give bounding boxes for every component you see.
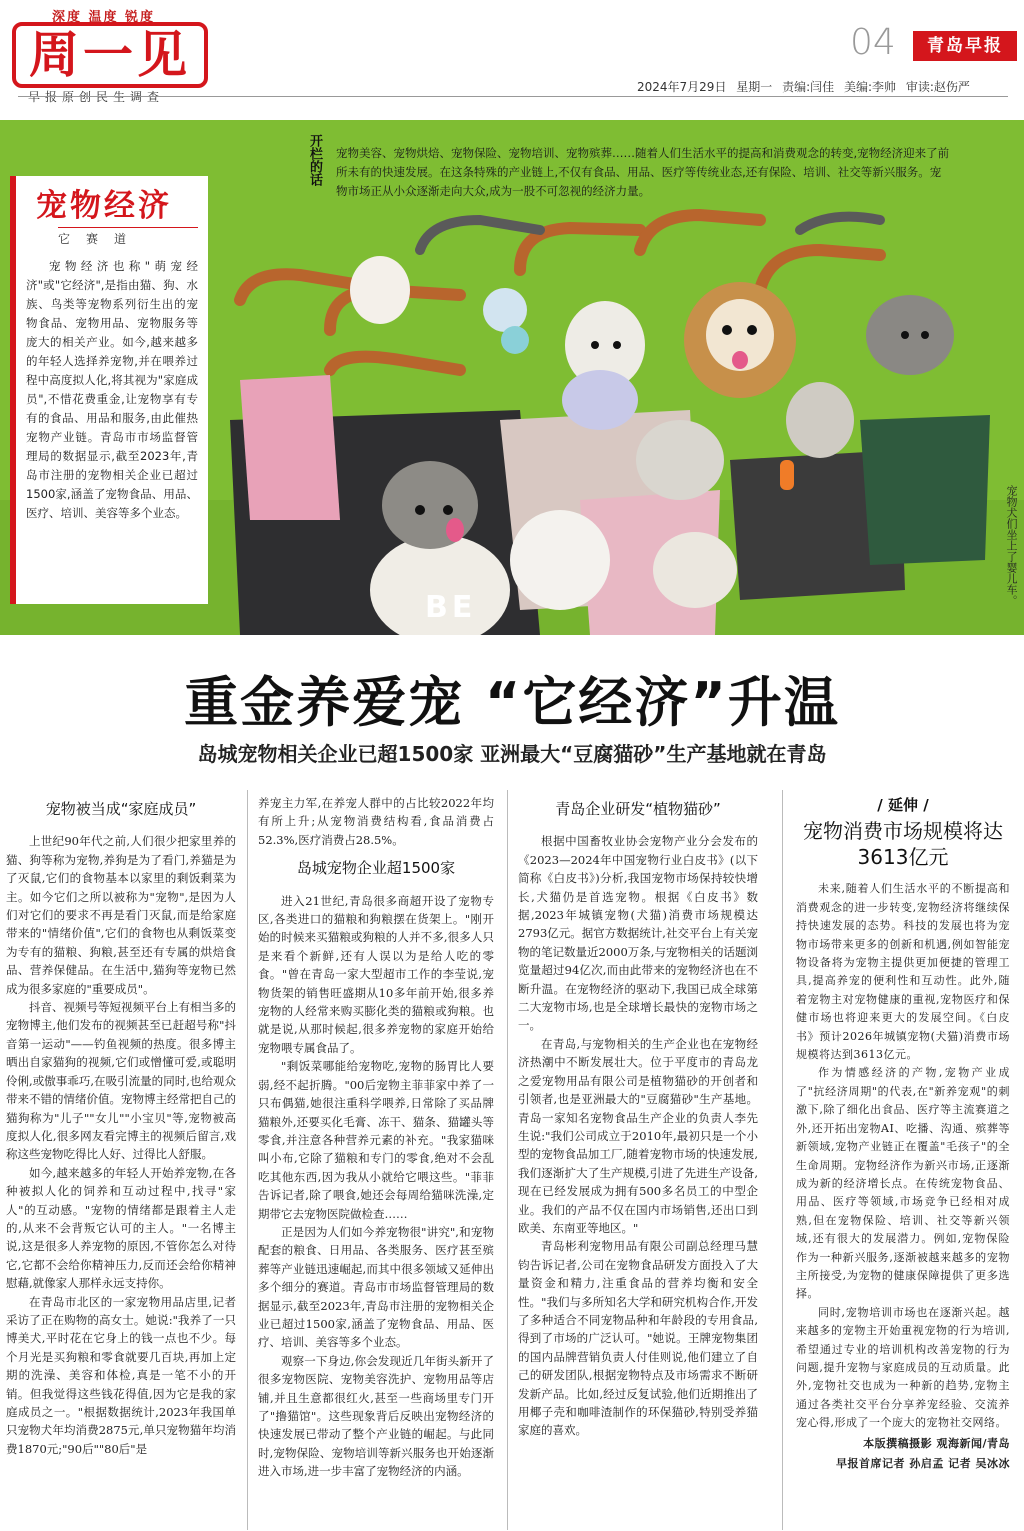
paragraph: 未来,随着人们生活水平的不断提高和消费观念的进一步转变,宠物经济将继续保持快速发展的态势。科技的发展也将为宠物市场带来更多的创新和机遇,例如智能宠物设备将为宠物主提供更加便捷的管理工具,提高养宠的便利性和互动性。此外,随着宠物主对宠物健康的重视,宠物医疗和保健市场也将迎来更大的发展空间。《白皮书》预计2026年城镇宠物(犬猫)消费市场规模将达到3613亿元。 <box>796 882 1010 1062</box>
column-divider <box>507 790 508 1530</box>
paragraph: 在青岛市北区的一家宠物用品店里,记者采访了正在购物的高女士。她说:"我养了一只博美犬,平时花在它身上的钱一点也不少。每个月光是买狗粮和零食就要几百块,再加上定期的洗澡、美容和体检,真是一笔不小的开销。但我觉得这些钱花得值,因为它是我的家庭成员之一。"根据数据统计,2023年我国单只宠物犬年均消费2875元,单只宠物猫年均消费1870元;"90后""80后"是 <box>6 1294 236 1456</box>
extension-title: 宠物消费市场规模将达3613亿元 <box>803 819 1003 870</box>
column-body <box>6 832 236 1458</box>
designer-credit: 美编:李帅 <box>844 80 897 94</box>
column-body <box>796 880 1010 1432</box>
column-body: 宠物经济也称"萌宠经济"或"它经济",是指由猫、狗、水族、鸟类等宠物系列衍生出的宠物食品、宠物用品、宠物服务等庞大的相关产业。如今,越来越多的年轻人选择养宠物,并在喂养过程中高度拟人化,将其视为"家庭成员",不惜花费重金,让宠物享有专有的食品、用品和服务,由此催热宠物产业链。青岛市市场监督管理局的数据显示,截至2023年,青岛市注册的宠物相关企业已超过1500家,涵盖了宠物食品、用品、医疗、培训、美容等多个业态。 <box>26 259 198 520</box>
stroller-brand-text: BE <box>425 590 477 625</box>
hero-photo <box>0 120 1024 635</box>
dateline <box>637 78 976 95</box>
section-heading: 青岛企业研发“植物猫砂” <box>555 800 721 818</box>
logo-slogan: 深度 温度 锐度 <box>52 10 156 25</box>
subheadline: 岛城宠物相关企业已超1500家 亚洲最大“豆腐猫砂”生产基地就在青岛 <box>197 742 827 766</box>
column-sidebar <box>10 176 208 604</box>
intro-text: 宠物美容、宠物烘焙、宠物保险、宠物培训、宠物殡葬……随着人们生活水平的提高和消费观念的转变,宠物经济迎来了前所未有的快速发展。在这条特殊的产业链上,不仅有食品、用品、医疗等传统业态,还有保险、培训、社交等新兴服务。宠物市场正从小众逐渐走向大众,成为一股不可忽视的经济力量。 <box>336 146 950 198</box>
newspaper-brand: 青岛早报 <box>913 31 1017 61</box>
paragraph: 根据中国畜牧业协会宠物产业分会发布的《2023—2024年中国宠物行业白皮书》(以下简称《白皮书》)分析,我国宠物市场保持较快增长,犬猫仍是首选宠物。根据《白皮书》数据,2023年城镇宠物(犬猫)消费市场规模达2793亿元。据官方数据统计,社交平台上有关宠物的笔记数量近2000万条,与宠物相关的话题浏览量超过94亿次,而由此带来的宠物经济也在不断升温。在宠物经济的驱动下,我国已成全球第二大宠物市场,也是全球增长最快的宠物市场之一。 <box>518 834 758 1033</box>
paragraph: 如今,越来越多的年轻人开始养宠物,在各种被拟人化的饲养和互动过程中,找寻"家人"的互动感。"宠物的情绪都是跟着主人走的,从来不会背叛它认可的主人。"一名博主说,这是很多人养宠物的原因,不管你怎么对待它,它都不会给你精神压力,反而还会给你精神慰藉,就像家人那样永远支持你。 <box>6 1165 236 1291</box>
sidebar-extension <box>796 790 1010 1473</box>
paragraph: 同时,宠物培训市场也在逐渐兴起。越来越多的宠物主开始重视宠物的行为培训,希望通过专业的培训机构改善宠物的行为问题,提升宠物与家庭成员的互动质量。此外,宠物社交也成为一种新的趋势,宠物主通过各类社交平台分享养宠经验、交流养宠心得,形成了一个庞大的宠物社交网络。 <box>796 1305 1010 1430</box>
column-divider <box>247 790 248 1530</box>
paragraph: 抖音、视频号等短视频平台上有相当多的宠物博主,他们发布的视频甚至已赶超号称"抖音第一运动"——钓鱼视频的热度。很多博主晒出自家猫狗的视频,它们或憎懂可爱,或聪明伶俐,或傲事乖巧,在吸引流量的同时,也给观众带来不错的情绪价值。宠物博主经常把自己的猫狗称为"儿子""女儿""小宝贝"等,宠物被高度拟人化,很多网友看完博主的视频后留言,戏称这些宠物吃得比人好、过得比人舒服。 <box>6 1000 236 1162</box>
logo-title: 周一见 <box>12 22 208 88</box>
paragraph: 上世纪90年代之前,人们很少把家里养的猫、狗等称为宠物,养狗是为了看门,养猫是为了灭鼠,它们的食物基本以家里的剩饭剩菜为主。如今它们之所以被称为"宠物",是因为人们对它们的要求不再是看门灭鼠,而是给家庭带来的"情绪价值",它们的食物也从剩饭菜变为专有的猫粮、狗粮,甚至还有专属的烘焙食品、营养保健品。在生活中,猫狗等宠物已然成为很多家庭的"重要成员"。 <box>6 834 236 996</box>
article-column-3 <box>518 790 758 1440</box>
column-intro <box>300 134 960 208</box>
paragraph: 进入21世纪,青岛很多商超开设了宠物专区,各类进口的猫粮和狗粮摆在货架上。"刚开始的时候来买猫粮或狗粮的人并不多,很多人只是来看个新鲜,还有人误以为是给人吃的零食。"曾在青岛一家大型超市工作的李莹说,宠物货架的销售旺盛期从10多年前开始,很多养宠物的人经常来购买膨化类的猫粮或狗粮。也就是说,从那时候起,很多养宠物的家庭开始给宠物喂专属食品了。 <box>258 893 494 1055</box>
column-body <box>258 794 494 849</box>
issue-date: 2024年7月29日 <box>637 80 727 94</box>
masthead <box>0 0 1024 118</box>
article-column-1 <box>6 790 236 1458</box>
issue-weekday: 星期一 <box>736 80 773 94</box>
proofreader-credit: 审读:赵伤严 <box>905 80 970 94</box>
paragraph: 青岛彬利宠物用品有限公司副总经理马慧钧告诉记者,公司在宠物食品研发方面投入了大量资金和精力,注重食品的营养均衡和安全性。"我们与多所知名大学和研究机构合作,开发了多种适合不同宠物品种和年龄段的专用食品,得到了市场的广泛认可。"她说。王牌宠物集团的国内品牌营销负责人付佳则说,他们建立了自己的研发团队,根据宠物特点及市场需求不断研发新产品。比如,经过反复试验,他们近期推出了用椰子壳和咖啡渣制作的环保猫砂,特别受养猫家庭的喜欢。 <box>518 1239 758 1438</box>
paragraph: 观察一下身边,你会发现近几年街头新开了很多宠物医院、宠物美容洗护、宠物用品等店铺,并且生意都很红火,甚至一些商场里专门开了"撸猫馆"。这些现象背后反映出宠物经济的快速发展已带动了整个产业链的崛起。与此同时,宠物保险、宠物培训等新兴服务也开始逐渐进入市场,进一步丰富了宠物经济的内涵。 <box>258 1353 494 1479</box>
intro-label: 开栏的话 <box>307 134 322 186</box>
byline: 早报首席记者 孙启孟 记者 吴冰冰 <box>836 1457 1010 1470</box>
section-logo <box>12 6 210 86</box>
masthead-divider <box>18 96 1008 97</box>
editor-credit: 责编:闫佳 <box>782 80 835 94</box>
article-column-2 <box>258 794 494 1481</box>
paragraph: 养宠主力军,在养宠人群中的占比较2022年均有所上升;从宠物消费结构看,食品消费占52.3%,医疗消费占28.5%。 <box>258 796 494 847</box>
column-title: 宠物经济 <box>36 188 172 224</box>
column-body <box>258 892 494 1481</box>
logo-subtitle: 早报原创民生调查 <box>28 90 165 104</box>
column-divider <box>782 790 783 1530</box>
photo-caption: 宠物犬们坐上了婴儿车。 <box>1005 485 1018 606</box>
page-number: 04 <box>850 22 896 63</box>
column-subtitle: 它赛道 <box>58 227 198 247</box>
paragraph: 作为情感经济的产物,宠物产业成了"抗经济周期"的代表,在"新养宠观"的刺激下,除了细化出食品、医疗等主流赛道之外,还开拓出宠物AI、吃播、沟通、殡葬等新领域,宠物产业链正在覆盖"毛孩子"的全生命周期。宠物经济作为新兴市场,正逐渐成为新的经济增长点。在传统宠物食品、用品、医疗等领域,市场竞争已经相对成熟,但在宠物保险、培训、社交等新兴领域,还有很大的发展潜力。例如,宠物保险作为一种新兴服务,逐渐被越来越多的宠物主所接受,为宠物的健康保障提供了更多选择。 <box>796 1066 1010 1301</box>
paragraph: 在青岛,与宠物相关的生产企业也在宠物经济热潮中不断发展壮大。位于平度市的青岛龙之爱宠物用品有限公司是植物猫砂的开创者和引领者,也是亚洲最大的"豆腐猫砂"生产基地。青岛一家知名宠物食品生产企业的负责人李先生说:"我们公司成立于2010年,最初只是一个小型的宠物食品加工厂,随着宠物市场的快速发展,我们逐渐扩大了生产规模,引进了先进生产设备,现在已经发展成为拥有500多名员工的中型企业。我们的产品不仅在国内市场销售,还出口到欧美、东南亚等地区。" <box>518 1036 758 1235</box>
paragraph: "剩饭菜哪能给宠物吃,宠物的肠胃比人要弱,经不起折腾。"00后宠物主菲菲家中养了一只布偶猫,她很注重科学喂养,日常除了买品牌猫粮外,还要买化毛膏、冻干、猫条、猫罐头等零食,并注意各种营养元素的补充。"我家猫咪叫小布,它除了猫粮和专门的零食,绝对不会乱吃其他东西,因为我从小就给它喂这些。"菲菲告诉记者,除了喂食,她还会每周给猫咪洗澡,定期带它去宠物医院做检查…… <box>258 1059 494 1221</box>
section-heading: 岛城宠物企业超1500家 <box>296 859 456 878</box>
section-heading: 宠物被当成“家庭成员” <box>45 800 197 818</box>
column-body <box>518 832 758 1439</box>
byline: 本版撰稿摄影 观海新闻/青岛 <box>863 1436 1010 1450</box>
extension-kicker: / 延伸 / <box>877 796 929 814</box>
main-headline: 重金养爱宠 “它经济”升温 <box>184 671 840 734</box>
paragraph: 正是因为人们如今养宠物很"讲究",和宠物配套的粮食、日用品、各类服务、医疗甚至殡葬等产业链迅速崛起,而其中很多领域又延伸出多个细分的赛道。青岛市市场监督管理局的数据显示,截至2023年,青岛市注册的宠物相关企业已超过1500家,涵盖了宠物食品、用品、医疗、培训、美容等多个业态。 <box>258 1224 494 1350</box>
